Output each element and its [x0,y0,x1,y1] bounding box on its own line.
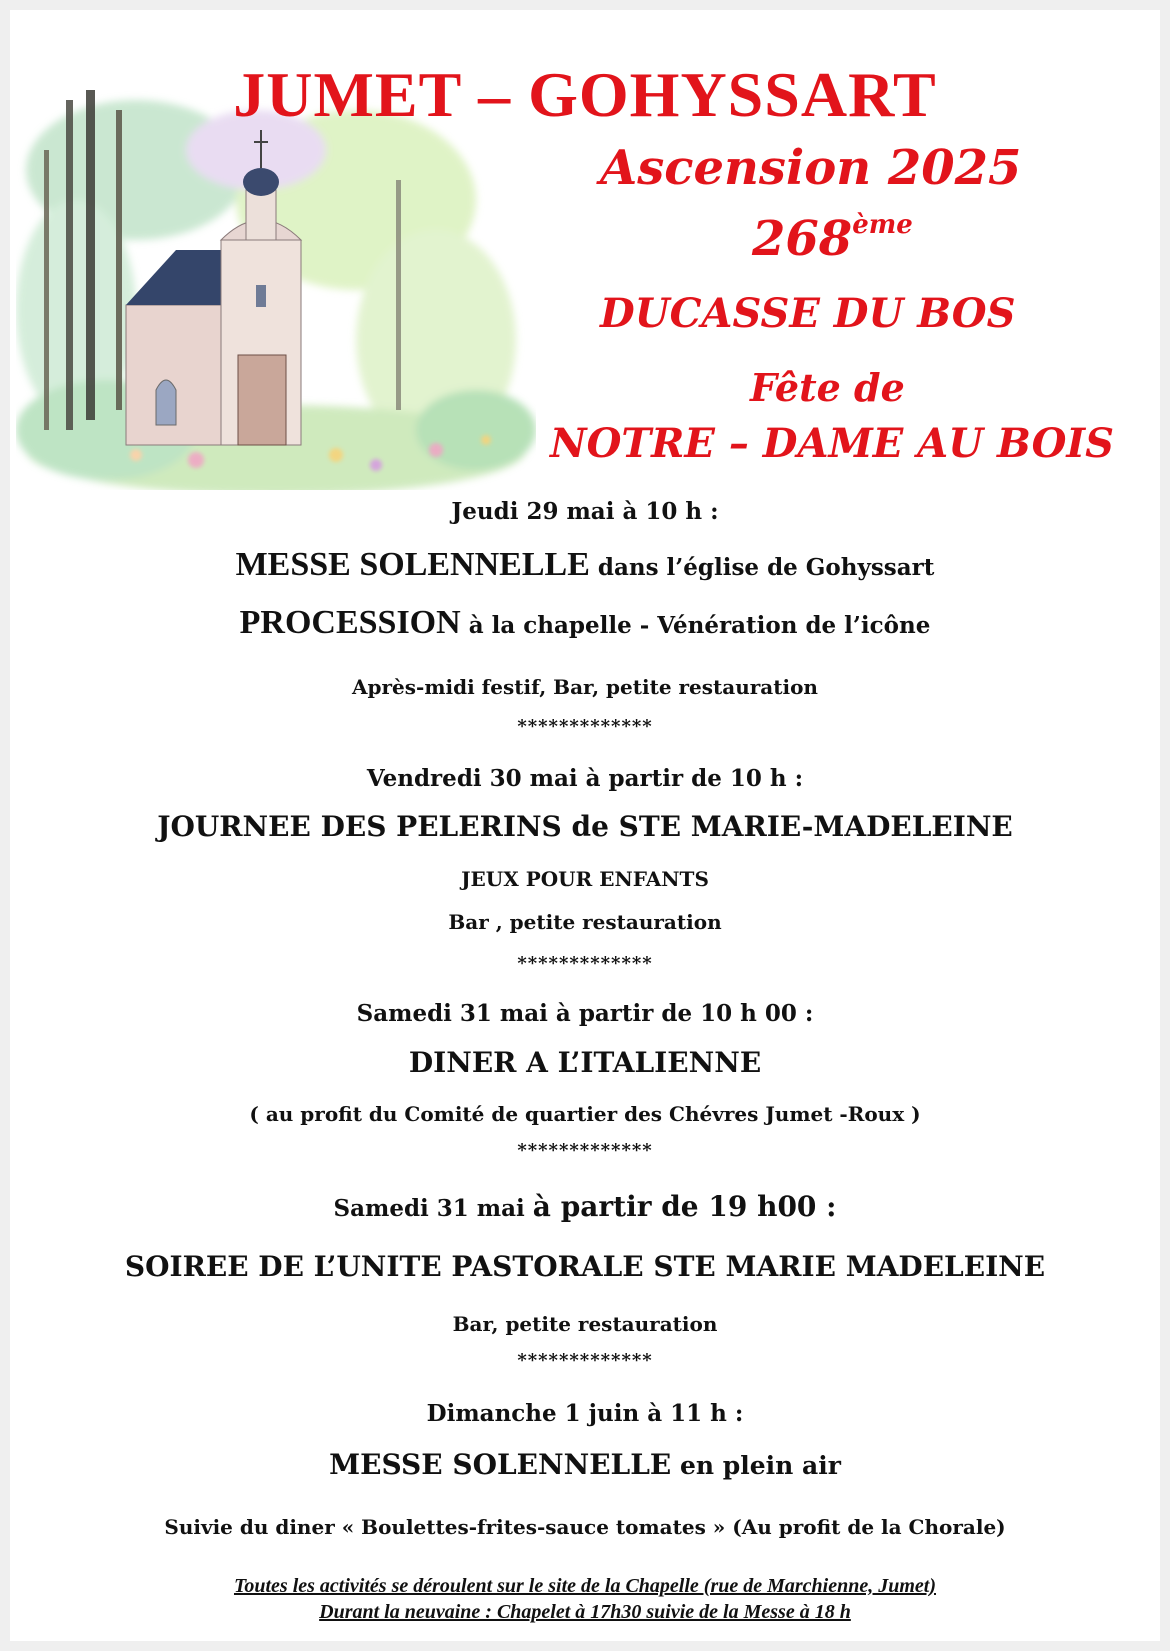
title-text: JUMET – GOHYSSART [233,59,937,130]
saturday-morning-date: Samedi 31 mai à partir de 10 h 00 : [356,1000,814,1027]
footer-location: Toutes les activités se déroulent sur le site de la Chapelle (rue de Marchienne, Jumet) [233,1575,936,1597]
thursday-line-2-rest: à la chapelle - Vénération de l’icône [460,612,931,639]
saturday-evening-note: Bar, petite restauration [452,1312,718,1336]
saturday-evening-date [10,1190,1160,1223]
thursday-line-2 [10,604,1160,642]
event-title [10,58,1160,132]
friday-date: Vendredi 30 mai à partir de 10 h : [366,765,804,792]
edition-suffix: ème [852,210,913,240]
sunday-line-main: MESSE SOLENNELLE [329,1448,672,1481]
sunday-line [10,1448,1160,1481]
separator: ************* [517,716,653,737]
saturday-morning-headline: DINER A L’ITALIENNE [408,1046,762,1079]
friday-note: Bar , petite restauration [448,910,722,934]
saturday-evening-date-time: à partir de 19 h00 : [532,1190,837,1223]
sunday-date: Dimanche 1 juin à 11 h : [426,1400,744,1427]
friday-sub: JEUX POUR ENFANTS [461,867,709,891]
sunday-line-rest: en plein air [671,1451,841,1480]
poster [10,10,1160,1641]
friday-headline: JOURNEE DES PELERINS de STE MARIE-MADELEINE [157,810,1013,843]
edition-number: 268 [752,211,853,267]
saturday-morning-note: ( au profit du Comité de quartier des Chévres Jumet -Roux ) [249,1102,921,1126]
separator: ************* [517,1350,653,1371]
thursday-date: Jeudi 29 mai à 10 h : [451,498,719,525]
thursday-line-1 [10,546,1160,584]
ascension-heading: Ascension 2025 [600,140,1022,196]
fete-heading: Fête de [750,365,905,410]
sunday-note: Suivie du diner « Boulettes-frites-sauce tomates » (Au profit de la Chorale) [164,1515,1006,1539]
notre-dame-heading: NOTRE – DAME AU BOIS [550,420,1115,467]
saturday-evening-headline: SOIREE DE L’UNITE PASTORALE STE MARIE MADELEINE [124,1250,1046,1283]
footer-neuvaine: Durant la neuvaine : Chapelet à 17h30 suivie de la Messe à 18 h [319,1601,851,1623]
ducasse-heading: DUCASSE DU BOS [600,290,1016,337]
thursday-line-1-rest: dans l’église de Gohyssart [589,554,935,581]
thursday-line-1-main: MESSE SOLENNELLE [235,546,590,583]
chapel-watercolor-icon [16,90,536,490]
edition-heading [752,210,913,267]
thursday-line-2-main: PROCESSION [239,604,461,641]
separator: ************* [517,1140,653,1161]
separator: ************* [517,953,653,974]
saturday-evening-date-prefix: Samedi 31 mai [333,1195,533,1222]
thursday-note: Après-midi festif, Bar, petite restauration [352,675,818,699]
